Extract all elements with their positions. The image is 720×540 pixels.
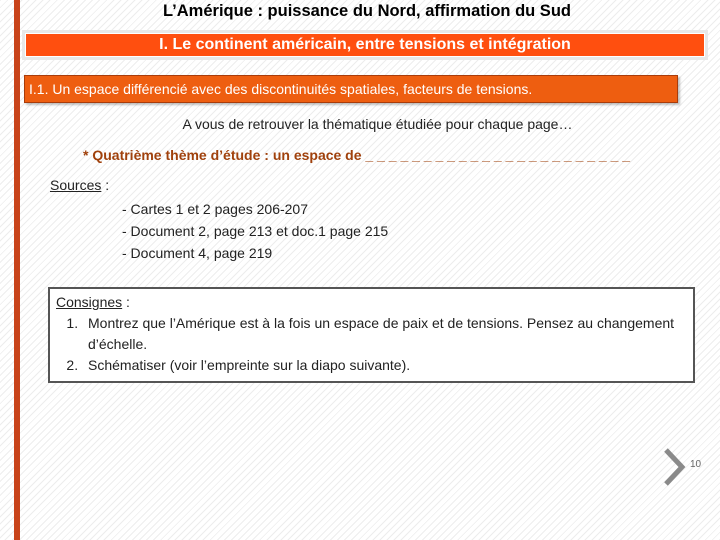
sources-colon: :	[101, 177, 110, 193]
consignes-colon: :	[122, 294, 130, 310]
consigne-item: 2. Schématiser (voir l’empreinte sur la diapo suivante).	[82, 355, 687, 376]
subsection-title: I.1. Un espace différencié avec des discontinuités spatiales, facteurs de tensions.	[24, 75, 678, 103]
slide-title: L’Amérique : puissance du Nord, affirmation du Sud	[163, 2, 571, 20]
sources-list	[122, 198, 388, 264]
consignes-box	[48, 287, 695, 383]
page-number: 10	[690, 459, 702, 470]
source-item: - Document 4, page 219	[122, 245, 273, 261]
theme-prompt: * Quatrième thème d’étude : un espace de _ _ _ _ _ _ _ _ _ _ _ _ _ _ _ _ _ _ _ _ _ _ _	[83, 147, 631, 163]
source-item: - Cartes 1 et 2 pages 206-207	[122, 201, 309, 217]
consigne-item: 1. Montrez que l’Amérique est à la fois un espace de paix et de tensions. Pensez au changement d’échelle.	[82, 313, 687, 355]
sources-heading	[50, 177, 109, 193]
section-banner	[22, 30, 708, 60]
left-accent-bar	[14, 0, 20, 540]
consignes-label: Consignes	[56, 294, 123, 310]
source-item: - Document 2, page 213 et doc.1 page 215	[122, 223, 389, 239]
sources-label: Sources	[50, 177, 102, 193]
chevron-right-icon[interactable]	[662, 447, 688, 492]
consignes-list	[56, 313, 687, 376]
section-title: I. Le continent américain, entre tensions et intégration	[25, 33, 705, 57]
intro-text: A vous de retrouver la thématique étudiée pour chaque page…	[182, 116, 573, 132]
consignes-heading	[56, 292, 687, 313]
